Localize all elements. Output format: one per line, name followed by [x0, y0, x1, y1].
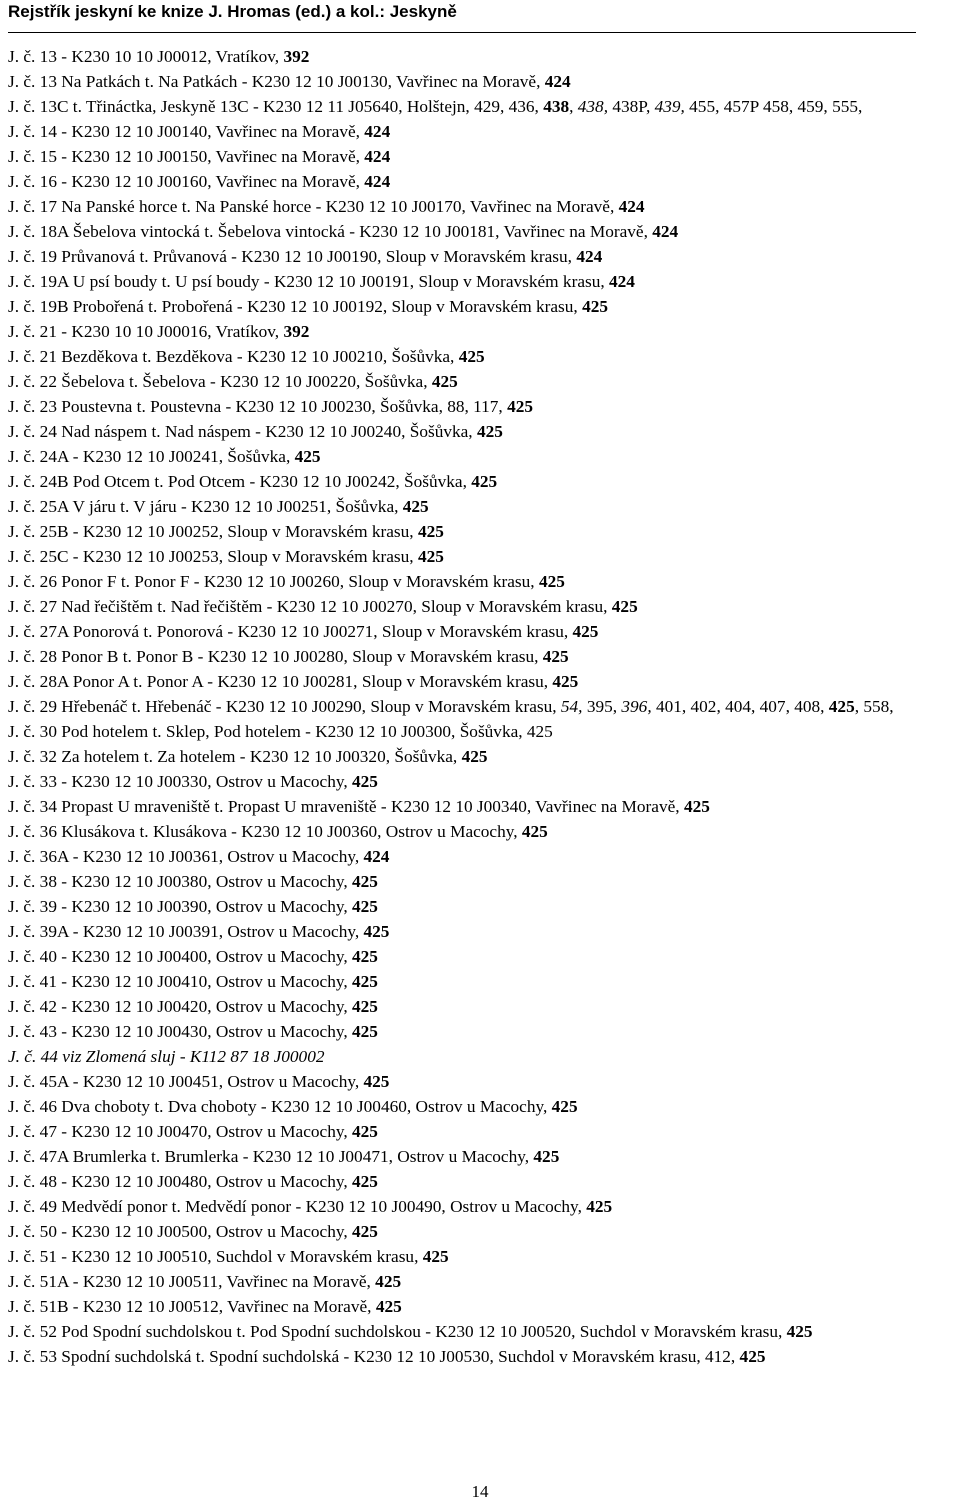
page-ref-bold: 424 [576, 247, 603, 266]
entry-text: J. č. 42 - K230 12 10 J00420, Ostrov u Macochy, [8, 997, 352, 1016]
page-ref-bold: 425 [363, 922, 390, 941]
page-ref-bold: 424 [364, 122, 391, 141]
entry-text: J. č. 28 Ponor B t. Ponor B - K230 12 10 J00280, Sloup v Moravském krasu, [8, 647, 543, 666]
index-entry [8, 1194, 958, 1219]
index-entry [8, 119, 958, 144]
page-ref-bold: 425 [542, 647, 569, 666]
entry-text: J. č. 48 - K230 12 10 J00480, Ostrov u Macochy, [8, 1172, 352, 1191]
entry-text: J. č. 43 - K230 12 10 J00430, Ostrov u Macochy, [8, 1022, 352, 1041]
entry-text: J. č. 16 - K230 12 10 J00160, Vavřinec na Moravě, [8, 172, 365, 191]
entry-text: J. č. 19B Probořená t. Probořená - K230 12 10 J00192, Sloup v Moravském krasu, [8, 297, 583, 316]
entry-text: J. č. 39 - K230 12 10 J00390, Ostrov u Macochy, [8, 897, 352, 916]
entry-text: J. č. 47 - K230 12 10 J00470, Ostrov u Macochy, [8, 1122, 352, 1141]
entry-text: J. č. 36 Klusákova t. Klusákova - K230 12 10 J00360, Ostrov u Macochy, [8, 822, 522, 841]
page-ref-bold: 425 [363, 1072, 390, 1091]
index-entry [8, 444, 958, 469]
entry-text: J. č. 25A V járu t. V járu - K230 12 10 J00251, Šošůvka, [8, 497, 403, 516]
index-entry [8, 544, 958, 569]
entry-text: J. č. 24 Nad náspem t. Nad náspem - K230 12 10 J00240, Šošůvka, [8, 422, 477, 441]
entry-text: J. č. 13 - K230 10 10 J00012, Vratíkov, [8, 47, 284, 66]
index-entry [8, 1019, 958, 1044]
entry-text: J. č. 18A Šebelova vintocká t. Šebelova vintocká - K230 12 10 J00181, Vavřinec na Moravě, [8, 222, 653, 241]
entry-text: J. č. 45A - K230 12 10 J00451, Ostrov u Macochy, [8, 1072, 364, 1091]
page-ref-bold: 392 [283, 322, 310, 341]
page-ref-bold: 425 [352, 947, 378, 966]
index-entry [8, 394, 958, 419]
page-ref-bold: 425 [352, 1222, 378, 1241]
index-entry [8, 894, 958, 919]
index-entry [8, 969, 958, 994]
entry-text: J. č. 41 - K230 12 10 J00410, Ostrov u Macochy, [8, 972, 352, 991]
page-ref-italic: 396, [621, 697, 652, 716]
entry-text: J. č. 27 Nad řečištěm t. Nad řečištěm - K230 12 10 J00270, Sloup v Moravském krasu, [8, 597, 612, 616]
entry-text: J. č. 14 - K230 12 10 J00140, Vavřinec na Moravě, [8, 122, 365, 141]
index-entry [8, 869, 958, 894]
index-entry [8, 719, 958, 744]
page-ref-bold: 425 [375, 1297, 402, 1316]
index-entry [8, 1144, 958, 1169]
entry-text: J. č. 30 Pod hotelem t. Sklep, Pod hotelem - K230 12 10 J00300, Šošůvka, 425 [8, 722, 553, 741]
index-entry [8, 69, 958, 94]
page-ref-bold: 425 [352, 772, 378, 791]
page-ref-bold: 424 [364, 172, 391, 191]
entry-text: J. č. 26 Ponor F t. Ponor F - K230 12 10 J00260, Sloup v Moravském krasu, [8, 572, 539, 591]
index-entry [8, 744, 958, 769]
index-entry [8, 194, 958, 219]
index-entry [8, 1044, 958, 1069]
page-ref-bold: 425 [352, 1122, 378, 1141]
page-ref-bold: 425 [582, 297, 608, 316]
page-ref: , [569, 97, 578, 116]
page-ref-bold: 425 [352, 972, 378, 991]
entry-text: J. č. 15 - K230 12 10 J00150, Vavřinec na Moravě, [8, 147, 365, 166]
page-ref: 395, [582, 697, 622, 716]
index-entry [8, 569, 958, 594]
page-ref-bold: 425 [476, 422, 503, 441]
page-ref-bold: 425 [471, 472, 498, 491]
index-entry [8, 1319, 958, 1344]
page-ref-bold: 424 [652, 222, 679, 241]
entry-text: J. č. 33 - K230 12 10 J00330, Ostrov u Macochy, [8, 772, 352, 791]
entry-text: J. č. 51A - K230 12 10 J00511, Vavřinec na Moravě, [8, 1272, 376, 1291]
page-ref-bold: 425 [402, 497, 429, 516]
index-entry [8, 419, 958, 444]
index-entry [8, 169, 958, 194]
page-ref-italic: 54, [560, 697, 583, 716]
entry-text: J. č. 24B Pod Otcem t. Pod Otcem - K230 12 10 J00242, Šošůvka, [8, 472, 472, 491]
entry-text: J. č. 19A U psí boudy t. U psí boudy - K230 12 10 J00191, Sloup v Moravském krasu, [8, 272, 609, 291]
page-ref-bold: 425 [352, 1172, 378, 1191]
entry-text: J. č. 32 Za hotelem t. Za hotelem - K230 12 10 J00320, Šošůvka, [8, 747, 462, 766]
entry-text: J. č. 13C t. Třináctka, Jeskyně 13C - K230 12 11 J05640, Holštejn, 429, 436, [8, 97, 544, 116]
page-ref: , 558, [854, 697, 894, 716]
index-entry [8, 1169, 958, 1194]
page-ref-bold: 425 [294, 447, 321, 466]
entry-text: J. č. 19 Průvanová t. Průvanová - K230 12 10 J00190, Sloup v Moravském krasu, [8, 247, 577, 266]
cave-index-list [8, 44, 958, 1369]
index-entry [8, 1344, 958, 1369]
entry-text: J. č. 50 - K230 12 10 J00500, Ostrov u Macochy, [8, 1222, 352, 1241]
entry-text: J. č. 49 Medvědí ponor t. Medvědí ponor - K230 12 10 J00490, Ostrov u Macochy, [8, 1197, 587, 1216]
page-ref-bold: 425 [431, 372, 458, 391]
index-entry [8, 1069, 958, 1094]
entry-text: J. č. 21 - K230 10 10 J00016, Vratíkov, [8, 322, 284, 341]
page-ref-bold: 425 [352, 897, 378, 916]
index-entry [8, 694, 958, 719]
index-entry [8, 594, 958, 619]
page-ref-bold: 425 [417, 547, 444, 566]
page-ref-bold: 425 [507, 397, 533, 416]
index-entry [8, 1219, 958, 1244]
entry-text: J. č. 25B - K230 12 10 J00252, Sloup v Moravském krasu, [8, 522, 418, 541]
page-ref-bold: 425 [458, 347, 485, 366]
running-header: Rejstřík jeskyní ke knize J. Hromas (ed.) a kol.: Jeskyně [8, 2, 457, 21]
page-ref-bold: 425 [586, 1197, 613, 1216]
index-entry [8, 794, 958, 819]
index-entry [8, 1119, 958, 1144]
index-entry [8, 619, 958, 644]
index-entry [8, 494, 958, 519]
entry-text: J. č. 34 Propast U mraveniště t. Propast U mraveniště - K230 12 10 J00340, Vavřinec na Moravě, [8, 797, 684, 816]
page-ref-bold: 425 [683, 797, 710, 816]
entry-text: J. č. 38 - K230 12 10 J00380, Ostrov u Macochy, [8, 872, 352, 891]
page-ref-bold: 425 [533, 1147, 560, 1166]
index-entry [8, 919, 958, 944]
page-ref-bold: 424 [544, 72, 571, 91]
page-ref-bold: 425 [352, 872, 378, 891]
entry-text: J. č. 23 Poustevna t. Poustevna - K230 12 10 J00230, Šošůvka, 88, 117, [8, 397, 508, 416]
page-ref-bold: 425 [521, 822, 548, 841]
page-ref-bold: 425 [572, 622, 599, 641]
index-entry [8, 344, 958, 369]
index-entry [8, 519, 958, 544]
entry-text: J. č. 51 - K230 12 10 J00510, Suchdol v Moravském krasu, [8, 1247, 423, 1266]
index-entry [8, 144, 958, 169]
entry-text: J. č. 29 Hřebenáč t. Hřebenáč - K230 12 10 J00290, Sloup v Moravském krasu, [8, 697, 561, 716]
index-entry [8, 469, 958, 494]
page-ref-bold: 425 [422, 1247, 449, 1266]
index-entry [8, 944, 958, 969]
index-entry [8, 294, 958, 319]
entry-text: J. č. 36A - K230 12 10 J00361, Ostrov u Macochy, [8, 847, 364, 866]
index-entry [8, 94, 958, 119]
index-entry [8, 269, 958, 294]
index-entry [8, 369, 958, 394]
entry-text: J. č. 22 Šebelova t. Šebelova - K230 12 10 J00220, Šošůvka, [8, 372, 432, 391]
page-ref-bold: 392 [283, 47, 310, 66]
page-ref-italic: 439, [654, 97, 685, 116]
entry-text: J. č. 40 - K230 12 10 J00400, Ostrov u Macochy, [8, 947, 352, 966]
entry-text: J. č. 27A Ponorová t. Ponorová - K230 12 10 J00271, Sloup v Moravském krasu, [8, 622, 573, 641]
index-entry [8, 219, 958, 244]
page-ref-bold: 424 [364, 147, 391, 166]
index-entry [8, 244, 958, 269]
entry-text: J. č. 13 Na Patkách t. Na Patkách - K230 12 10 J00130, Vavřinec na Moravě, [8, 72, 545, 91]
page-ref-bold: 425 [786, 1322, 813, 1341]
entry-text: J. č. 46 Dva choboty t. Dva choboty - K230 12 10 J00460, Ostrov u Macochy, [8, 1097, 552, 1116]
index-entry [8, 1094, 958, 1119]
page-ref-bold: 425 [538, 572, 565, 591]
entry-text: J. č. 39A - K230 12 10 J00391, Ostrov u Macochy, [8, 922, 364, 941]
index-entry [8, 669, 958, 694]
page-ref-bold: 425 [739, 1347, 766, 1366]
index-entry [8, 319, 958, 344]
page-ref-bold: 424 [618, 197, 645, 216]
page-number: 14 [471, 1482, 489, 1501]
entry-text: J. č. 51B - K230 12 10 J00512, Vavřinec na Moravě, [8, 1297, 376, 1316]
index-entry [8, 819, 958, 844]
page-ref-bold: 425 [552, 672, 579, 691]
page-ref-bold: 424 [363, 847, 390, 866]
page-ref-bold: 425 [375, 1272, 402, 1291]
index-entry [8, 844, 958, 869]
page-ref-italic: J. č. 44 viz Zlomená sluj - K112 87 18 J00002 [8, 1047, 325, 1066]
page-ref: 455, 457P 458, 459, 555, [684, 97, 863, 116]
entry-text: J. č. 52 Pod Spodní suchdolskou t. Pod Spodní suchdolskou - K230 12 10 J00520, Suchdol v Moravském krasu, [8, 1322, 787, 1341]
page-ref: 438P, [608, 97, 655, 116]
entry-text: J. č. 25C - K230 12 10 J00253, Sloup v Moravském krasu, [8, 547, 418, 566]
entry-text: J. č. 17 Na Panské horce t. Na Panské horce - K230 12 10 J00170, Vavřinec na Moravě, [8, 197, 619, 216]
entry-text: J. č. 24A - K230 12 10 J00241, Šošůvka, [8, 447, 295, 466]
entry-text: J. č. 21 Bezděkova t. Bezděkova - K230 12 10 J00210, Šošůvka, [8, 347, 459, 366]
page-ref-bold: 438 [543, 97, 570, 116]
page-ref: 401, 402, 404, 407, 408, [651, 697, 829, 716]
page-ref-bold: 425 [417, 522, 444, 541]
page-ref-bold: 425 [611, 597, 638, 616]
index-entry [8, 44, 958, 69]
index-entry [8, 1244, 958, 1269]
page-ref-bold: 425 [461, 747, 488, 766]
entry-text: J. č. 28A Ponor A t. Ponor A - K230 12 10 J00281, Sloup v Moravském krasu, [8, 672, 553, 691]
header-rule [8, 32, 916, 33]
page-ref-bold: 425 [551, 1097, 578, 1116]
index-entry [8, 644, 958, 669]
index-entry [8, 1269, 958, 1294]
page-ref-bold: 424 [609, 272, 635, 291]
entry-text: J. č. 53 Spodní suchdolská t. Spodní suchdolská - K230 12 10 J00530, Suchdol v Moravském krasu, 412, [8, 1347, 740, 1366]
page-ref-italic: 438, [577, 97, 609, 116]
page-ref-bold: 425 [352, 1022, 378, 1041]
index-entry [8, 1294, 958, 1319]
index-entry [8, 769, 958, 794]
page-ref-bold: 425 [828, 697, 855, 716]
page-ref-bold: 425 [352, 997, 378, 1016]
index-entry [8, 994, 958, 1019]
entry-text: J. č. 47A Brumlerka t. Brumlerka - K230 12 10 J00471, Ostrov u Macochy, [8, 1147, 534, 1166]
